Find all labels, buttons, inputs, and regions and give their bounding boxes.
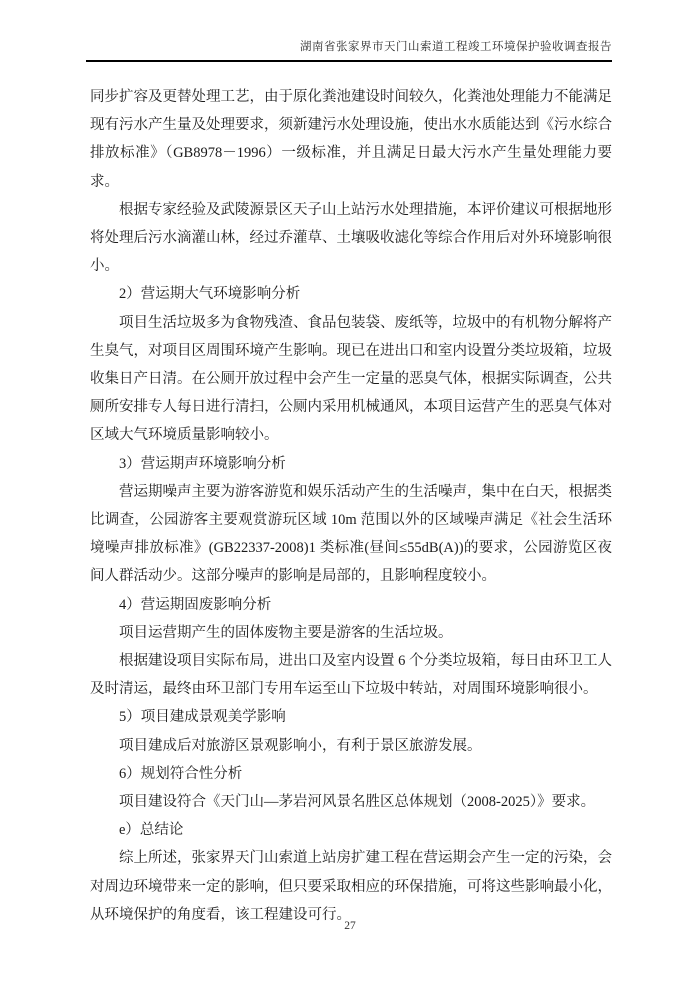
paragraph: 项目建成后对旅游区景观影响小，有利于景区旅游发展。 bbox=[119, 737, 482, 754]
section-heading: 4）营运期固废影响分析 bbox=[119, 596, 272, 613]
paragraph: 项目运营期产生的固体废物主要是游客的生活垃圾。 bbox=[119, 624, 453, 641]
page-header-title: 湖南省张家界市天门山索道工程竣工环境保护验收调查报告 bbox=[86, 38, 612, 62]
section-heading: 6）规划符合性分析 bbox=[119, 765, 243, 782]
paragraph: 项目建设符合《天门山—茅岩河风景名胜区总体规划（2008-2025）》要求。 bbox=[119, 794, 596, 811]
paragraph: 综上所述，张家界天门山索道上站房扩建工程在营运期会产生一定的污染，会对周边环境带来一定的影响，但只要采取相应的环保措施，可将这些影响最小化，从环境保护的角度看，该工程建设可行。 bbox=[90, 850, 612, 923]
paragraph: 项目生活垃圾多为食物残渣、食品包装袋、废纸等，垃圾中的有机物分解将产生臭气，对项目区周围环境产生影响。现已在进出口和室内设置分类垃圾箱，垃圾收集日产日清。在公厕开放过程中会产生一定量的恶臭气体，根据实际调查，公共厕所安排专人每日进行清扫，公厕内采用机械通风，本项目运营产生的恶臭气体对区域大气环境质量影响较小。 bbox=[90, 314, 612, 444]
document-body bbox=[90, 83, 612, 929]
section-heading: e）总结论 bbox=[119, 822, 184, 839]
page-number: 27 bbox=[344, 920, 356, 932]
section-heading: 5）项目建成景观美学影响 bbox=[119, 709, 286, 726]
section-heading: 3）营运期声环境影响分析 bbox=[119, 455, 286, 472]
section-heading: 2）营运期大气环境影响分析 bbox=[119, 286, 301, 303]
paragraph: 根据建设项目实际布局，进出口及室内设置 6 个分类垃圾箱，每日由环卫工人及时清运，最终由环卫部门专用车运至山下垃圾中转站，对周围环境影响很小。 bbox=[90, 653, 612, 698]
paragraph: 营运期噪声主要为游客游览和娱乐活动产生的生活噪声，集中在白天，根据类比调查，公园游客主要观赏游玩区域 10m 范围以外的区域噪声满足《社会生活环境噪声排放标准》(GB22337-2008)1 类标准(昼间≤55dB(A))的要求，公园游览区夜间人群活动少。这部分噪声的影响是局部的，且影响程度较小。 bbox=[90, 483, 612, 585]
paragraph: 根据专家经验及武陵源景区天子山上站污水处理措施，本评价建议可根据地形将处理后污水滴灌山林，经过乔灌草、土壤吸收滤化等综合作用后对外环境影响很小。 bbox=[90, 201, 612, 275]
paragraph: 同步扩容及更替处理工艺，由于原化粪池建设时间较久，化粪池处理能力不能满足现有污水产生量及处理要求，须新建污水处理设施，使出水水质能达到《污水综合排放标准》（GB8978－1996）一级标准，并且满足日最大污水产生量处理能力要求。 bbox=[90, 89, 612, 190]
